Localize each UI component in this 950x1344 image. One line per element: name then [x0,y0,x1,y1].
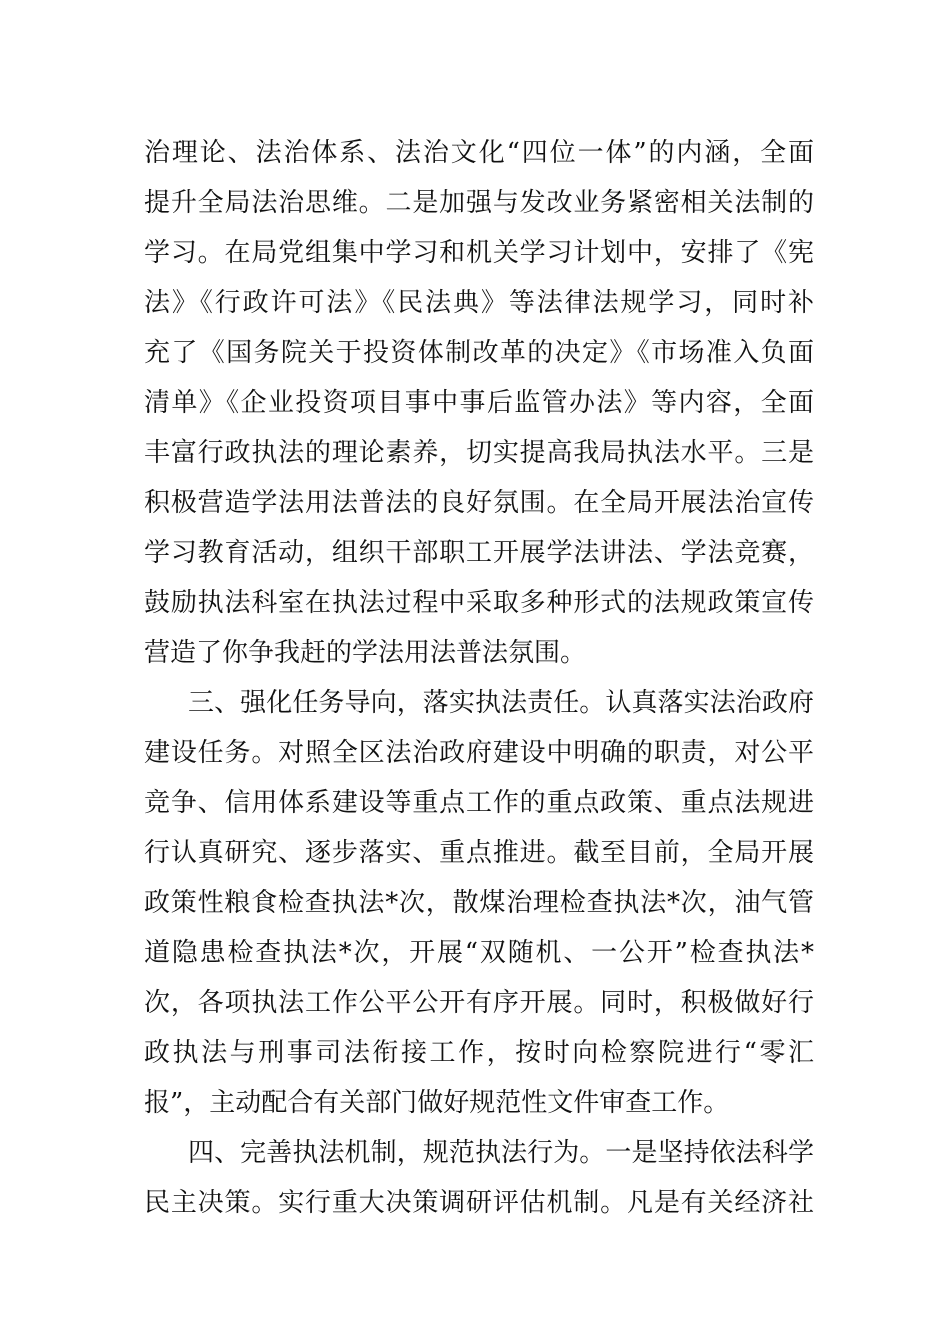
text-line: 营造了你争我赶的学法用法普法氛围。 [144,638,587,668]
text-line: 政策性粮食检查执法*次，散煤治理检查执法*次，油气管 [144,888,814,918]
text-line: 丰富行政执法的理论素养，切实提高我局执法水平。三是 [144,438,814,468]
text-line: 次，各项执法工作公平公开有序开展。同时，积极做好行 [144,988,814,1018]
text-line: 学习教育活动，组织干部职工开展学法讲法、学法竞赛， [144,538,814,568]
text-line: 建设任务。对照全区法治政府建设中明确的职责，对公平 [144,738,814,768]
text-line: 学习。在局党组集中学习和机关学习计划中，安排了《宪 [144,238,814,268]
section-heading-line: 四、完善执法机制，规范执法行为。一是坚持依法科学 [188,1138,814,1168]
text-line: 政执法与刑事司法衔接工作，按时向检察院进行“零汇 [144,1038,814,1068]
text-line: 清单》《企业投资项目事中事后监管办法》等内容，全面 [144,388,814,418]
text-line: 提升全局法治思维。二是加强与发改业务紧密相关法制的 [144,188,814,218]
text-line: 道隐患检查执法*次，开展“双随机、一公开”检查执法* [144,938,814,968]
text-line: 鼓励执法科室在执法过程中采取多种形式的法规政策宣传 [144,588,814,618]
text-line: 治理论、法治体系、法治文化“四位一体”的内涵，全面 [144,138,814,168]
text-line: 民主决策。实行重大决策调研评估机制。凡是有关经济社 [144,1188,814,1218]
text-line: 报”，主动配合有关部门做好规范性文件审查工作。 [144,1088,730,1118]
text-line: 竞争、信用体系建设等重点工作的重点政策、重点法规进 [144,788,814,818]
section-heading-line: 三、强化任务导向，落实执法责任。认真落实法治政府 [188,688,814,718]
text-line: 积极营造学法用法普法的良好氛围。在全局开展法治宣传 [144,488,814,518]
text-line: 行认真研究、逐步落实、重点推进。截至目前，全局开展 [144,838,814,868]
body-text [144,128,814,1228]
text-line: 充了《国务院关于投资体制改革的决定》《市场准入负面 [144,338,814,368]
text-line: 法》《行政许可法》《民法典》等法律法规学习，同时补 [144,288,814,318]
